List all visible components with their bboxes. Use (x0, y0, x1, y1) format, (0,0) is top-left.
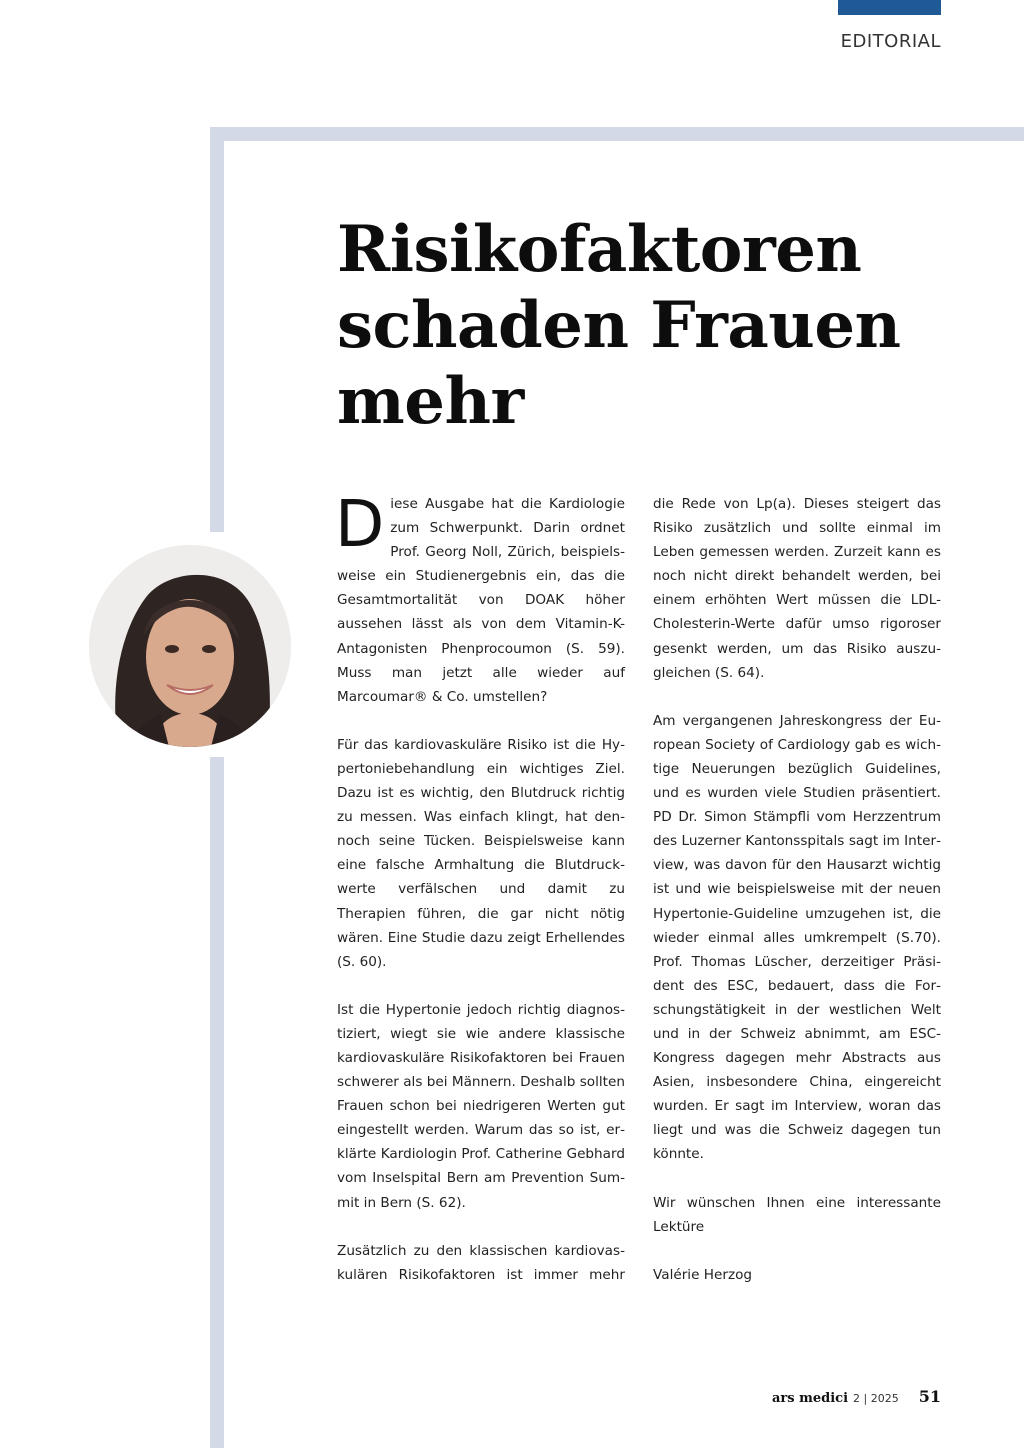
author-photo (89, 545, 291, 747)
text-column-right (653, 492, 941, 1311)
frame-left-upper (210, 127, 224, 532)
frame-left-lower (210, 757, 224, 1448)
paragraph: Für das kardiovaskuläre Risiko ist die Hypertoniebehandlung ein wichtiges Ziel. Dazu ist es wichtig, den Blutdruck richtig zu messen. Was einfach klingt, hat dennoch seine Tücken. Beispielsweise kann eine falsche Armhaltung die Blutdruckwerte verfälschen und damit zu Therapien führen, die gar nicht nötig wären. Eine Studie dazu zeigt Erhellendes (S. 60). (337, 736, 625, 970)
frame-top (210, 127, 1024, 141)
paragraph (335, 488, 625, 709)
paragraph: Ist die Hypertonie jedoch richtig diagnostiziert, wiegt sie wie andere klassische kardiovaskuläre Risikofaktoren bei Frauen schwerer als bei Männern. Deshalb sollten Frauen schon bei niedrigeren Werten gut eingestellt werden. Warum das so ist, erklärte Kardiologin Prof. Catherine Gebhard vom Inselspital Bern am Prevention Summit in Bern (S. 62). (337, 1001, 625, 1211)
portrait-image (89, 545, 291, 747)
section-label: EDITORIAL (840, 31, 941, 52)
page-number: 51 (918, 1387, 941, 1406)
paragraph: Am vergangenen Jahreskongress der European Society of Cardiology gab es wichtige Neuerungen bezüglich Guidelines, und es wurden viele Studien präsentiert. PD Dr. Simon Stämpfli vom Herzzentrum des Luzerner Kantonsspitals sagt im Interview, was davon für den Hausarzt wichtig ist und wie beispielsweise mit der neuen Hypertonie-Guideline umzugehen ist, die wieder einmal alles umkrempelt (S.70). Prof. Thomas Lüscher, derzeitiger Präsident des ESC, bedauert, dass die Forschungstätigkeit in der westlichen Welt und in der Schweiz abnimmt, am ESC-Kongress dagegen mehr Abstracts aus Asien, insbesondere China, eingereicht wurden. Er sagt im Interview, woran das liegt und was die Schweiz dagegen tun könnte. (653, 712, 941, 1163)
paragraph: Zusätzlich zu den klassischen kardiovaskulären Risikofaktoren ist immer mehr (337, 1242, 625, 1283)
page-footer (772, 1387, 941, 1406)
accent-bar (838, 0, 941, 15)
article-title: Risikofaktoren schaden Frauen mehr (337, 212, 901, 439)
text-column-left (335, 488, 625, 1311)
paragraph-text: iese Ausgabe hat die Kardiologie zum Schwerpunkt. Darin ordnet Prof. Georg Noll, Zürich, beispielsweise ein Studienergebnis ein, das die Gesamtmortalität von DOAK höher aussehen lässt als von dem Vitamin-K-Antagonisten Phenprocoumon (S. 59). Muss man jetzt alle wieder auf Marcoumar® & Co. umstellen? (337, 496, 625, 705)
issue-number: 2 | 2025 (853, 1392, 899, 1405)
magazine-name: ars medici (772, 1391, 849, 1406)
author-signature: Valérie Herzog (653, 1266, 753, 1283)
paragraph: die Rede von Lp(a). Dieses steigert das Risiko zusätzlich und sollte einmal im Leben gemessen werden. Zurzeit kann es noch nicht direkt behandelt werden, bei einem erhöhten Wert müssen die LDL-Cholesterin-Werte dafür umso rigoroser gesenkt werden, um das Risiko auszugleichen (S. 64). (653, 496, 941, 681)
drop-cap: D (335, 488, 385, 562)
paragraph: Wir wünschen Ihnen eine interessante Lektüre (653, 1194, 941, 1235)
